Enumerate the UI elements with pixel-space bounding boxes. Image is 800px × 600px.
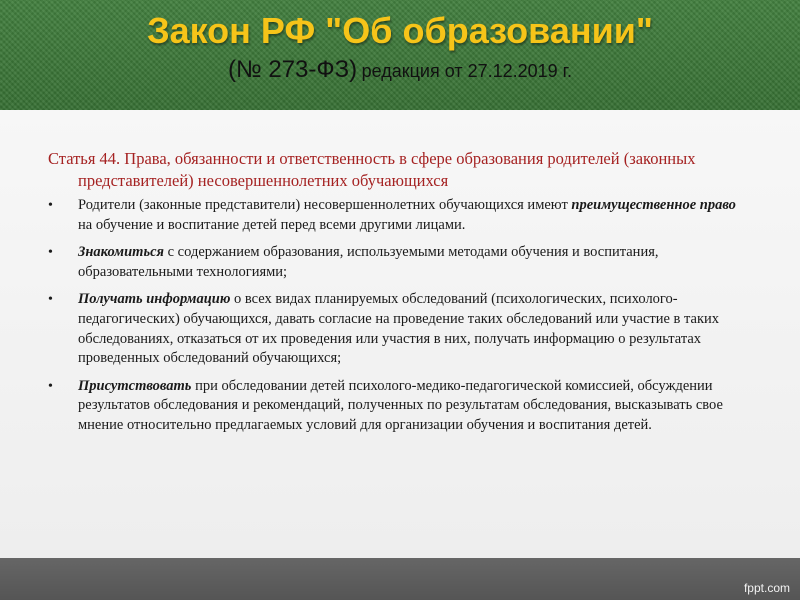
bullet-icon: • bbox=[48, 198, 53, 213]
bullet-item bbox=[48, 243, 748, 282]
slide-title: Закон РФ "Об образовании" bbox=[147, 10, 653, 51]
article-heading: Статья 44. Права, обязанности и ответственность в сфере образования родителей (законных представителей) несовершеннолетних обучающихся bbox=[48, 149, 696, 190]
law-number: (№ 273-ФЗ) bbox=[227, 56, 358, 83]
bullet-emphasis: Получать информацию bbox=[78, 291, 231, 308]
bullet-emphasis: преимущественное право bbox=[571, 197, 736, 213]
bullet-text-post: о всех видах планируемых обследований (психологических, психолого-педагогических) обучающихся, давать согласие на проведение таких обследований или участие в таких обследованиях, отказаться от их проведения или участия в них, получать информацию о результатах проведенных обследований обучающихся; bbox=[78, 291, 720, 367]
bullet-item bbox=[48, 290, 748, 368]
bullet-item bbox=[48, 377, 748, 436]
bullet-icon: • bbox=[48, 245, 53, 261]
bullet-text-post: на обучение и воспитание детей перед всеми другими лицами. bbox=[78, 216, 466, 233]
bullet-item bbox=[48, 196, 748, 235]
bullet-icon: • bbox=[48, 292, 53, 308]
title-banner bbox=[0, 0, 800, 110]
bullet-emphasis: Знакомиться bbox=[78, 244, 164, 261]
edition-date: редакция от 27.12.2019 г. bbox=[361, 61, 573, 81]
slide-subtitle bbox=[0, 56, 800, 84]
bullet-text-pre: Родители (законные представители) несовершеннолетних обучающихся имеют bbox=[78, 197, 572, 213]
footer-watermark: fppt.com bbox=[743, 581, 790, 595]
bullet-emphasis: Присутствовать bbox=[78, 377, 192, 394]
bullet-text-post: при обследовании детей психолого-медико-педагогической комиссией, обсуждении результатов обследования и рекомендаций, полученных по результатам обследования, высказывать свое мнение относительно предлагаемых условий для организации обучения и воспитания детей. bbox=[78, 377, 723, 433]
bullet-icon: • bbox=[48, 378, 53, 394]
bullet-list bbox=[48, 196, 748, 444]
bullet-text-post: с содержанием образования, используемыми методами обучения и воспитания, образовательными технологиями; bbox=[78, 244, 659, 280]
footer-bar bbox=[0, 558, 800, 600]
